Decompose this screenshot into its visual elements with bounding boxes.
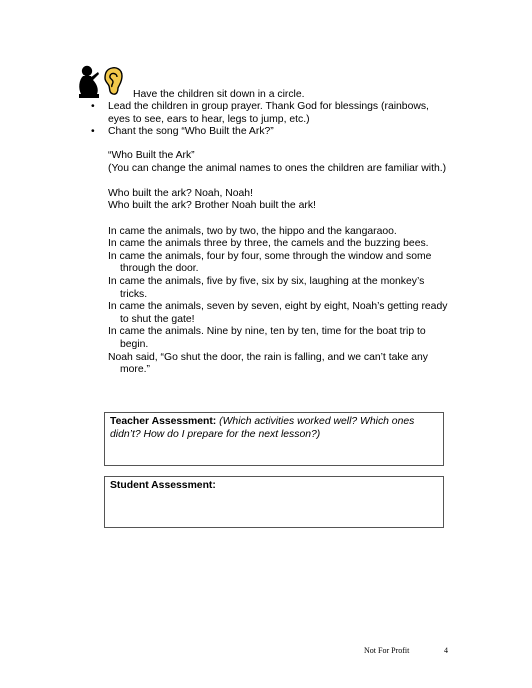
song-title: “Who Built the Ark” xyxy=(108,150,195,161)
activity-icons xyxy=(77,62,131,102)
song-verse-continuation: tricks. xyxy=(120,288,148,300)
song-chorus-line: Who built the ark? Noah, Noah! xyxy=(108,187,253,199)
song-verse: In came the animals, seven by seven, eight by eight, Noah’s getting ready xyxy=(108,301,448,313)
list-item-line: Lead the children in group prayer. Thank God for blessings (rainbows, xyxy=(108,101,429,112)
bullet-icon: • xyxy=(91,101,95,112)
song-chorus-line: Who built the ark? Brother Noah built the ark! xyxy=(108,200,316,212)
teacher-assessment-label: Teacher Assessment: xyxy=(110,416,217,427)
list-item xyxy=(91,101,471,126)
song-note: (You can change the animal names to ones the children are familiar with.) xyxy=(108,162,447,174)
teacher-assessment-box[interactable] xyxy=(104,412,444,466)
song-verse: In came the animals. Nine by nine, ten by ten, time for the boat trip to xyxy=(108,326,426,338)
instruction-list xyxy=(91,101,471,139)
song-section xyxy=(108,150,468,377)
list-item-line: eyes to see, ears to hear, legs to jump, etc.) xyxy=(108,113,310,125)
teacher-assessment-hint: didn’t? How do I prepare for the next lesson?) xyxy=(110,428,321,440)
ear-icon xyxy=(103,66,127,98)
page-number: 4 xyxy=(444,646,448,655)
song-verse: In came the animals three by three, the camels and the buzzing bees. xyxy=(108,238,429,250)
song-verse-continuation: begin. xyxy=(120,338,149,350)
student-assessment-box[interactable] xyxy=(104,476,444,528)
list-item-line: Chant the song “Who Built the Ark?” xyxy=(108,126,274,138)
bullet-icon: • xyxy=(91,126,95,138)
intro-text: Have the children sit down in a circle. xyxy=(133,89,305,100)
student-assessment-label: Student Assessment: xyxy=(110,480,216,491)
song-verse: In came the animals, two by two, the hippo and the kangaraoo. xyxy=(108,225,397,237)
song-verse-continuation: to shut the gate! xyxy=(120,313,195,325)
song-verse-continuation: more.” xyxy=(120,364,151,376)
song-verse: In came the animals, five by five, six by six, laughing at the monkey’s xyxy=(108,275,425,287)
footer-note: Not For Profit xyxy=(364,646,410,655)
song-verse: Noah said, “Go shut the door, the rain is falling, and we can’t take any xyxy=(108,351,428,363)
song-verse-continuation: through the door. xyxy=(120,263,199,275)
list-item xyxy=(91,126,471,139)
teacher-assessment-hint: (Which activities worked well? Which ones xyxy=(219,416,415,427)
song-verse: In came the animals, four by four, some through the window and some xyxy=(108,250,432,262)
